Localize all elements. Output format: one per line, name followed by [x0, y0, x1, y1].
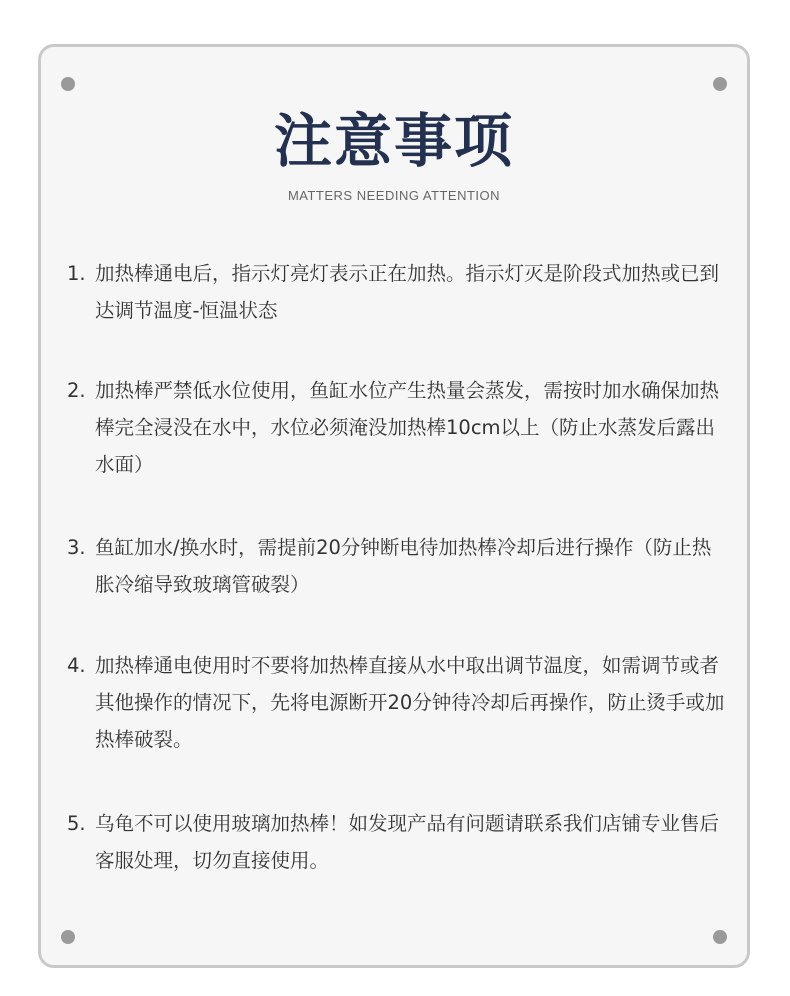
- notice-item-1: [67, 255, 727, 329]
- screw-bottom-left: [61, 930, 75, 944]
- notice-item-5: [67, 805, 727, 879]
- notice-panel: [38, 44, 750, 968]
- item-number: 3.: [67, 536, 86, 559]
- item-text: 乌龟不可以使用玻璃加热棒！如发现产品有问题请联系我们店铺专业售后客服处理，切勿直接使用。: [95, 812, 720, 872]
- item-number: 1.: [67, 262, 86, 285]
- item-number: 4.: [67, 654, 86, 677]
- notice-item-3: [67, 529, 727, 603]
- item-text: 加热棒通电后，指示灯亮灯表示正在加热。指示灯灭是阶段式加热或已到达调节温度-恒温状态: [95, 262, 720, 322]
- screw-top-left: [61, 77, 75, 91]
- item-text: 加热棒严禁低水位使用，鱼缸水位产生热量会蒸发，需按时加水确保加热棒完全浸没在水中，水位必须淹没加热棒10cm以上（防止水蒸发后露出水面）: [95, 379, 720, 476]
- item-number: 2.: [67, 379, 86, 402]
- notice-item-2: [67, 372, 727, 483]
- page-title: 注意事项: [273, 107, 514, 175]
- screw-top-right: [713, 77, 727, 91]
- screw-bottom-right: [713, 930, 727, 944]
- page-subtitle: MATTERS NEEDING ATTENTION: [287, 188, 501, 203]
- notice-item-4: [67, 647, 727, 758]
- item-number: 5.: [67, 812, 86, 835]
- item-text: 鱼缸加水/换水时，需提前20分钟断电待加热棒冷却后进行操作（防止热胀冷缩导致玻璃管破裂）: [95, 536, 712, 596]
- item-text: 加热棒通电使用时不要将加热棒直接从水中取出调节温度，如需调节或者其他操作的情况下，先将电源断开20分钟待冷却后再操作，防止烫手或加热棒破裂。: [95, 654, 725, 751]
